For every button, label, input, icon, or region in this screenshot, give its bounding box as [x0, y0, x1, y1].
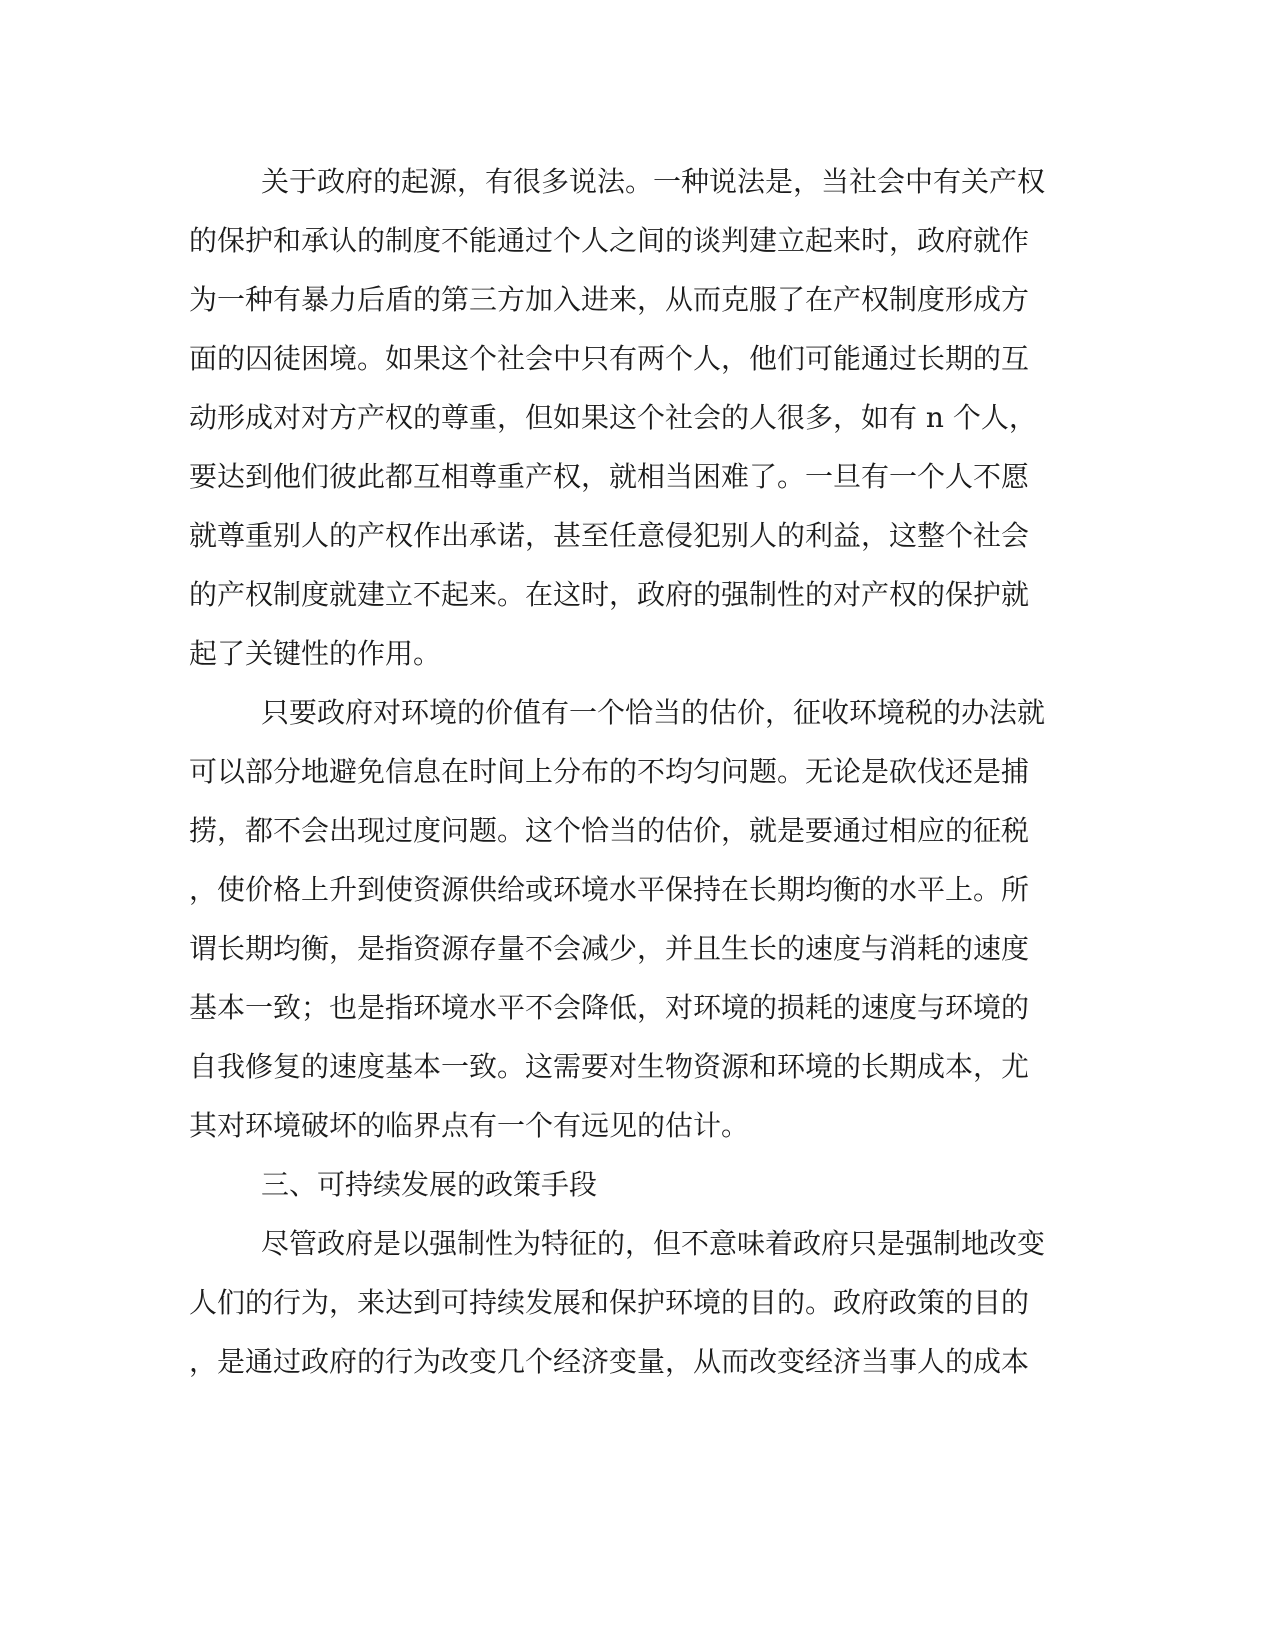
paragraph-2-line-3: 捞，都不会出现过度问题。这个恰当的估价，就是要通过相应的征税	[189, 814, 1030, 847]
paragraph-1-line-8: 的产权制度就建立不起来。在这时，政府的强制性的对产权的保护就	[189, 578, 1030, 611]
paragraph-1-line-1: 关于政府的起源，有很多说法。一种说法是，当社会中有关产权	[261, 165, 1046, 198]
paragraph-2-line-4: ，使价格上升到使资源供给或环境水平保持在长期均衡的水平上。所	[189, 873, 1030, 906]
paragraph-1-line-9: 起了关键性的作用。	[189, 637, 442, 670]
paragraph-1-line-3: 为一种有暴力后盾的第三方加入进来，从而克服了在产权制度形成方	[189, 283, 1030, 316]
paragraph-1-line-4: 面的囚徒困境。如果这个社会中只有两个人，他们可能通过长期的互	[189, 342, 1030, 375]
paragraph-2-line-2: 可以部分地避免信息在时间上分布的不均匀问题。无论是砍伐还是捕	[189, 755, 1030, 788]
paragraph-1-line-7: 就尊重别人的产权作出承诺，甚至任意侵犯别人的利益，这整个社会	[189, 519, 1030, 552]
paragraph-2-line-8: 其对环境破坏的临界点有一个有远见的估计。	[189, 1109, 750, 1142]
paragraph-3-line-2: 人们的行为，来达到可持续发展和保护环境的目的。政府政策的目的	[189, 1286, 1030, 1319]
paragraph-1-line-6: 要达到他们彼此都互相尊重产权，就相当困难了。一旦有一个人不愿	[189, 460, 1030, 493]
paragraph-3-line-3: ，是通过政府的行为改变几个经济变量，从而改变经济当事人的成本	[189, 1345, 1030, 1378]
paragraph-2-line-7: 自我修复的速度基本一致。这需要对生物资源和环境的长期成本，尤	[189, 1050, 1030, 1083]
paragraph-1-line-5: 动形成对对方产权的尊重，但如果这个社会的人很多，如有 n 个人，	[189, 401, 1037, 434]
paragraph-2-line-6: 基本一致；也是指环境水平不会降低，对环境的损耗的速度与环境的	[189, 991, 1030, 1024]
section-heading: 三、可持续发展的政策手段	[261, 1168, 598, 1201]
paragraph-2-line-5: 谓长期均衡，是指资源存量不会减少，并且生长的速度与消耗的速度	[189, 932, 1030, 965]
paragraph-2-line-1: 只要政府对环境的价值有一个恰当的估价，征收环境税的办法就	[261, 696, 1046, 729]
paragraph-1-line-2: 的保护和承认的制度不能通过个人之间的谈判建立起来时，政府就作	[189, 224, 1030, 257]
paragraph-3-line-1: 尽管政府是以强制性为特征的，但不意味着政府只是强制地改变	[261, 1227, 1046, 1260]
